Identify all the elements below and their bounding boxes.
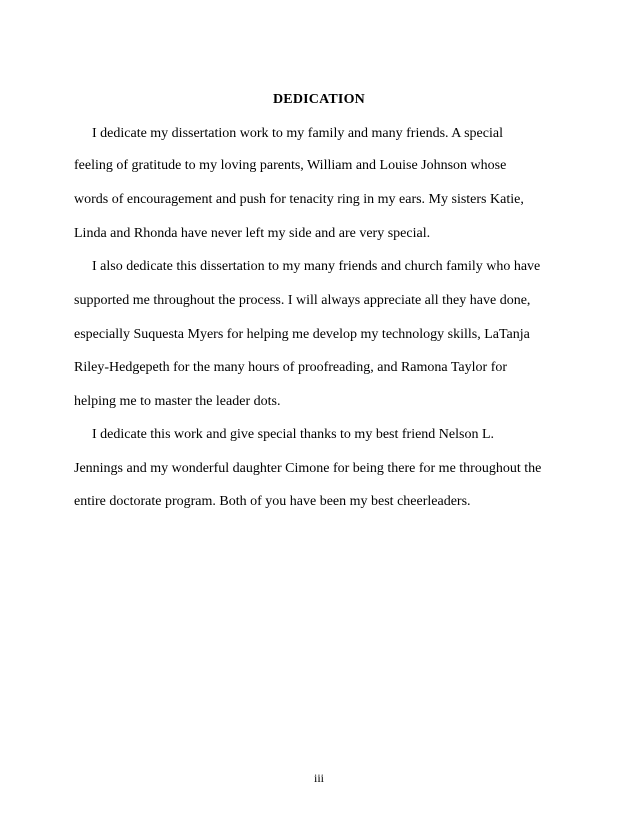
paragraph-3-line-3: entire doctorate program. Both of you have been my best cheerleaders. — [74, 494, 471, 509]
paragraph-2-line-4: Riley-Hedgepeth for the many hours of proofreading, and Ramona Taylor for — [74, 360, 508, 375]
page-number: iii — [313, 771, 324, 785]
page-title: DEDICATION — [273, 92, 365, 107]
paragraph-2-line-3: especially Suquesta Myers for helping me develop my technology skills, LaTanja — [74, 327, 530, 342]
paragraph-1-line-1: I dedicate my dissertation work to my family and many friends. A special — [92, 126, 503, 141]
paragraph-2-line-2: supported me throughout the process. I will always appreciate all they have done, — [74, 293, 531, 308]
paragraph-3-line-1: I dedicate this work and give special thanks to my best friend Nelson L. — [92, 427, 495, 442]
paragraph-1-line-2: feeling of gratitude to my loving parents, William and Louise Johnson whose — [74, 158, 507, 173]
paragraph-1-line-3: words of encouragement and push for tenacity ring in my ears. My sisters Katie, — [74, 192, 524, 207]
paragraph-1-line-4: Linda and Rhonda have never left my side and are very special. — [74, 226, 431, 241]
paragraph-2-line-5: helping me to master the leader dots. — [74, 394, 281, 409]
paragraph-2-line-1: I also dedicate this dissertation to my many friends and church family who have — [92, 259, 541, 274]
paragraph-3-line-2: Jennings and my wonderful daughter Cimone for being there for me throughout the — [74, 461, 542, 476]
